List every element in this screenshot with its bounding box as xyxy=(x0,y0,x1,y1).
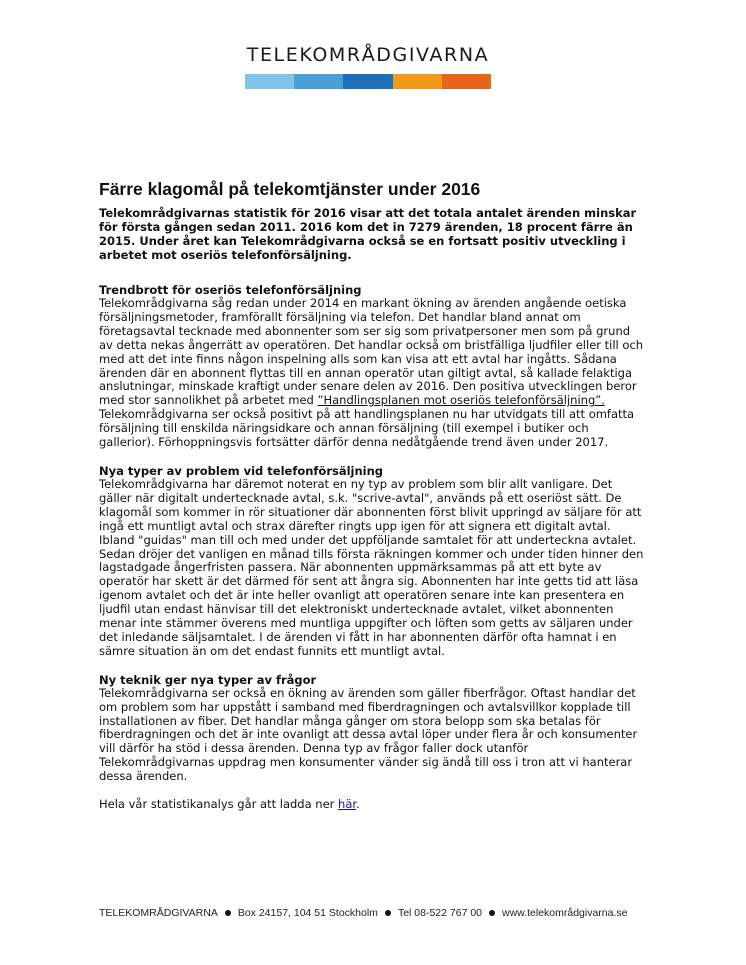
article xyxy=(99,178,644,826)
footer-website[interactable]: www.telekområdgivarna.se xyxy=(502,907,628,919)
logo-stripe-4 xyxy=(393,74,442,89)
action-plan-link[interactable]: ”Handlingsplanen mot oseriös telefonförsäljning”. xyxy=(317,393,605,408)
closing-end: . xyxy=(356,797,360,812)
section-heading-3: Ny teknik ger nya typer av frågor xyxy=(99,672,317,687)
closing-text: Hela vår statistikanalys går att ladda ner xyxy=(99,797,339,812)
section-heading-2: Nya typer av problem vid telefonförsäljning xyxy=(99,463,384,478)
section-body-3: Telekområdgivarna ser också en ökning av ärenden som gäller fiberfrågor. Oftast handlar det om problem som har uppstått i samband med fiberdragningen och avtalsvillkor kopplade till installationen av fiber. Det handlar många gånger om stora belopp som ska betalas för fiberdragningen och det är inte ovanligt att dessa avtal löper under flera år och konsumenter vill därför ha stöd i dessa ärenden. Denna typ av frågor faller dock utanför Telekområdgivarnas uppdrag men konsumenter vänder sig ändå till oss i tron att vi hanterar dessa ärenden. xyxy=(99,685,638,784)
logo-stripe-2 xyxy=(294,74,343,89)
footer-address: Box 24157, 104 51 Stockholm xyxy=(237,907,378,919)
bullet-icon xyxy=(385,910,391,916)
footer-phone: Tel 08-522 767 00 xyxy=(397,907,483,919)
logo-stripe-5 xyxy=(442,74,491,89)
footer-org: TELEKOMRÅDGIVARNA xyxy=(99,907,218,919)
download-link[interactable]: här xyxy=(338,797,357,812)
logo xyxy=(245,44,491,89)
section-body-1-end: Telekområdgivarna ser också positivt på att handlingsplanen nu har utvidgats till att omfatta försäljning till enskilda näringsidkare och annan försäljning (till exempel i butiker och gallerior). Förhoppningsvis fortsätter därför denna nedåtgående trend även under 2017. xyxy=(99,407,635,450)
bullet-icon xyxy=(225,910,231,916)
bullet-icon xyxy=(489,910,495,916)
logo-stripe-3 xyxy=(343,74,392,89)
section-body-1 xyxy=(99,297,644,450)
logo-text: TELEKOMRÅDGIVARNA xyxy=(246,44,490,66)
article-lead: Telekområdgivarnas statistik för 2016 visar att det totala antalet ärenden minskar för första gången sedan 2011. 2016 kom det in 7279 ärenden, 18 procent färre än 2015. Under året kan Telekområdgivarna också se en fortsatt positiv utveckling i arbetet mot oseriös telefonförsäljning. xyxy=(99,206,637,262)
logo-stripe-1 xyxy=(245,74,294,89)
footer xyxy=(99,907,659,919)
section-heading-1: Trendbrott för oseriös telefonförsäljning xyxy=(99,283,362,297)
logo-stripes xyxy=(245,74,491,89)
section-body-2: Telekområdgivarna har däremot noterat en ny typ av problem som blir allt vanligare. Det gäller när digitalt undertecknade avtal, s.k. "scrive-avtal", används på ett oseriöst sätt. De klagomål som kommer in rör situationer där abonnenten först blivit uppringd av säljare för att ingå ett muntligt avtal och strax därefter ringts upp igen för att signera ett digitalt avtal. Ibland "guidas" man till och med under det uppföljande samtalet för att underteckna avtalet. Sedan dröjer det vanligen en månad tills första räkningen kommer och under tiden hinner den lagstadgade ångerfristen passera. När abonnenten uppmärksammas på att ett byte av operatör har skett är det därmed för sent att ångra sig. Abonnenten har inte getts tid att läsa igenom avtalet och det är inte heller ovanligt att operatören senare inte kan presentera en ljudfil utan endast hänvisar till det elektroniskt undertecknade avtalet, vilket abonnenten menar inte stämmer överens med muntliga uppgifter och löften som getts av säljaren under det inledande säljsamtalet. I de ärenden vi fått in har abonnenten därför ofta hamnat i en sämre situation än om det endast funnits ett muntligt avtal. xyxy=(99,476,644,658)
article-title: Färre klagomål på telekomtjänster under 2016 xyxy=(99,179,481,199)
section-body-1-start: Telekområdgivarna såg redan under 2014 en markant ökning av ärenden angående oetiska försäljningsmetoder, framförallt försäljning via telefon. Det handlar bland annat om företagsavtal tecknade med abonnenter som ser sig som privatpersoner men som på grund av detta nekas ångerrätt av operatören. Det handlar också om bristfälliga ljudfiler eller till och med att det inte finns någon inspelning alls som kan visa att ett avtal har ingåtts. Sådana ärenden där en abonnent flyttas till en annan operatör utan giltigt avtal, så kallade felaktiga anslutningar, minskade kraftigt under senare delen av 2016. Den positiva utvecklingen beror med stor sannolikhet på arbetet med xyxy=(99,296,644,408)
closing-paragraph xyxy=(99,798,644,812)
